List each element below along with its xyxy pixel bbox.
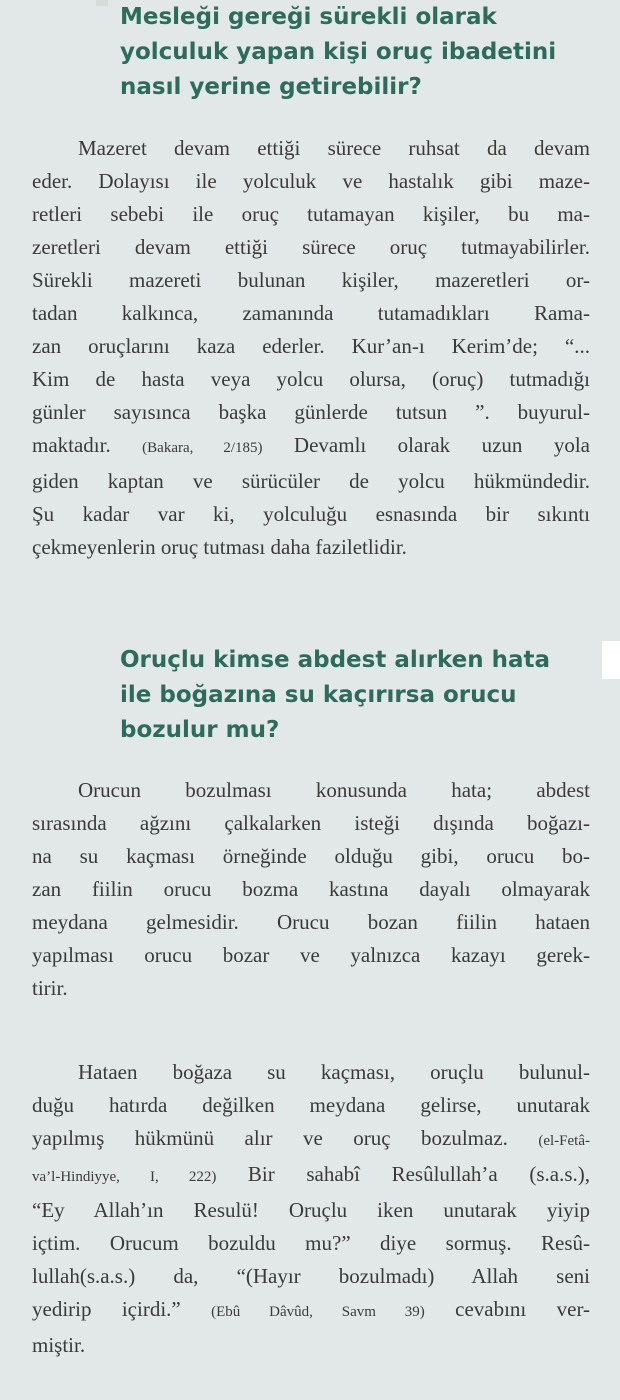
text-line: Orucun bozulması konusunda hata; abdest	[78, 778, 590, 802]
citation-reference: va’l-Hindiyye, I, 222)	[32, 1169, 217, 1185]
text-line: içtim. Orucum bozuldu mu?” diye sormuş. Resû-	[32, 1231, 590, 1255]
text-line: Hataen boğaza su kaçması, oruçlu bulunul-	[78, 1060, 590, 1084]
text-segment: yapılmış hükmünü alır ve oruç bozulmaz.	[32, 1126, 539, 1150]
text-line: “Ey Allah’ın Resulü! Oruçlu iken unutarak yiyip	[32, 1198, 590, 1222]
page-edge-marker	[602, 641, 620, 679]
text-line: giden kaptan ve sürücüler de yolcu hükmündedir.	[32, 469, 590, 493]
section-2-paragraph-1	[32, 774, 590, 1005]
citation-reference: (el-Fetâ-	[538, 1133, 590, 1149]
page-corner-mark	[96, 0, 108, 6]
text-line-with-reference	[32, 1293, 590, 1329]
text-line: retleri sebebi ile oruç tutamayan kişiler, bu ma-	[32, 202, 590, 226]
text-line: tirir.	[32, 976, 68, 1000]
text-segment: Devamlı olarak uzun yola	[262, 433, 590, 457]
text-line: Şu kadar var ki, yolculuğu esnasında bir sıkıntı	[32, 502, 590, 526]
text-line-with-reference	[32, 429, 590, 465]
text-line: duğu hatırda değilken meydana gelirse, unutarak	[32, 1093, 590, 1117]
heading-line: Oruçlu kimse abdest alırken hata	[120, 647, 551, 673]
heading-line: Mesleği gereği sürekli olarak	[120, 4, 497, 30]
heading-line: yolculuk yapan kişi oruç ibadetini	[120, 39, 557, 65]
section-2-heading	[120, 643, 590, 748]
text-line: miştir.	[32, 1333, 86, 1357]
text-line: eder. Dolayısı ile yolculuk ve hastalık gibi maze-	[32, 169, 590, 193]
text-segment: maktadır.	[32, 433, 143, 457]
text-segment: cevabını ver-	[424, 1297, 591, 1321]
text-line: na su kaçması örneğinde olduğu gibi, orucu bo-	[32, 844, 590, 868]
heading-line: nasıl yerine getirebilir?	[120, 74, 422, 100]
text-segment: yedirip içirdi.”	[32, 1297, 212, 1321]
citation-reference: (Bakara, 2/185)	[142, 440, 263, 456]
text-line: günler sayısınca başka günlerde tutsun ”. buyurul-	[32, 400, 590, 424]
text-line: çekmeyenlerin oruç tutması daha faziletlidir.	[32, 535, 407, 559]
text-line: zan oruçlarını kaza ederler. Kur’an-ı Kerim’de; “...	[32, 334, 590, 358]
text-line: Kim de hasta veya yolcu olursa, (oruç) tutmadığı	[32, 367, 590, 391]
text-line: Sürekli mazereti bulunan kişiler, mazeretleri or-	[32, 268, 590, 292]
citation-reference: (Ebû Dâvûd, Savm 39)	[211, 1304, 425, 1320]
text-line: zeretleri devam ettiği sürece oruç tutmayabilirler.	[32, 235, 590, 259]
section-1-heading	[120, 0, 590, 105]
text-line: Mazeret devam ettiği sürece ruhsat da devam	[78, 136, 590, 160]
section-2-paragraph-2	[32, 1056, 590, 1362]
text-line: sırasında ağzını çalkalarken isteği dışında boğazı-	[32, 811, 590, 835]
text-line: yapılması orucu bozar ve yalnızca kazayı gerek-	[32, 943, 590, 967]
text-line-with-reference	[32, 1158, 590, 1194]
text-line: zan fiilin orucu bozma kastına dayalı olmayarak	[32, 877, 590, 901]
section-1-paragraph	[32, 132, 590, 564]
heading-line: ile boğazına su kaçırırsa orucu	[120, 682, 517, 708]
text-line: lullah(s.a.s.) da, “(Hayır bozulmadı) Allah seni	[32, 1264, 590, 1288]
text-line: tadan kalkınca, zamanında tutamadıkları Rama-	[32, 301, 590, 325]
text-segment: Bir sahabî Resûlullah’a (s.a.s.),	[216, 1162, 590, 1186]
text-line-with-reference	[32, 1122, 590, 1158]
heading-line: bozulur mu?	[120, 717, 280, 743]
text-line: meydana gelmesidir. Orucu bozan fiilin hataen	[32, 910, 590, 934]
